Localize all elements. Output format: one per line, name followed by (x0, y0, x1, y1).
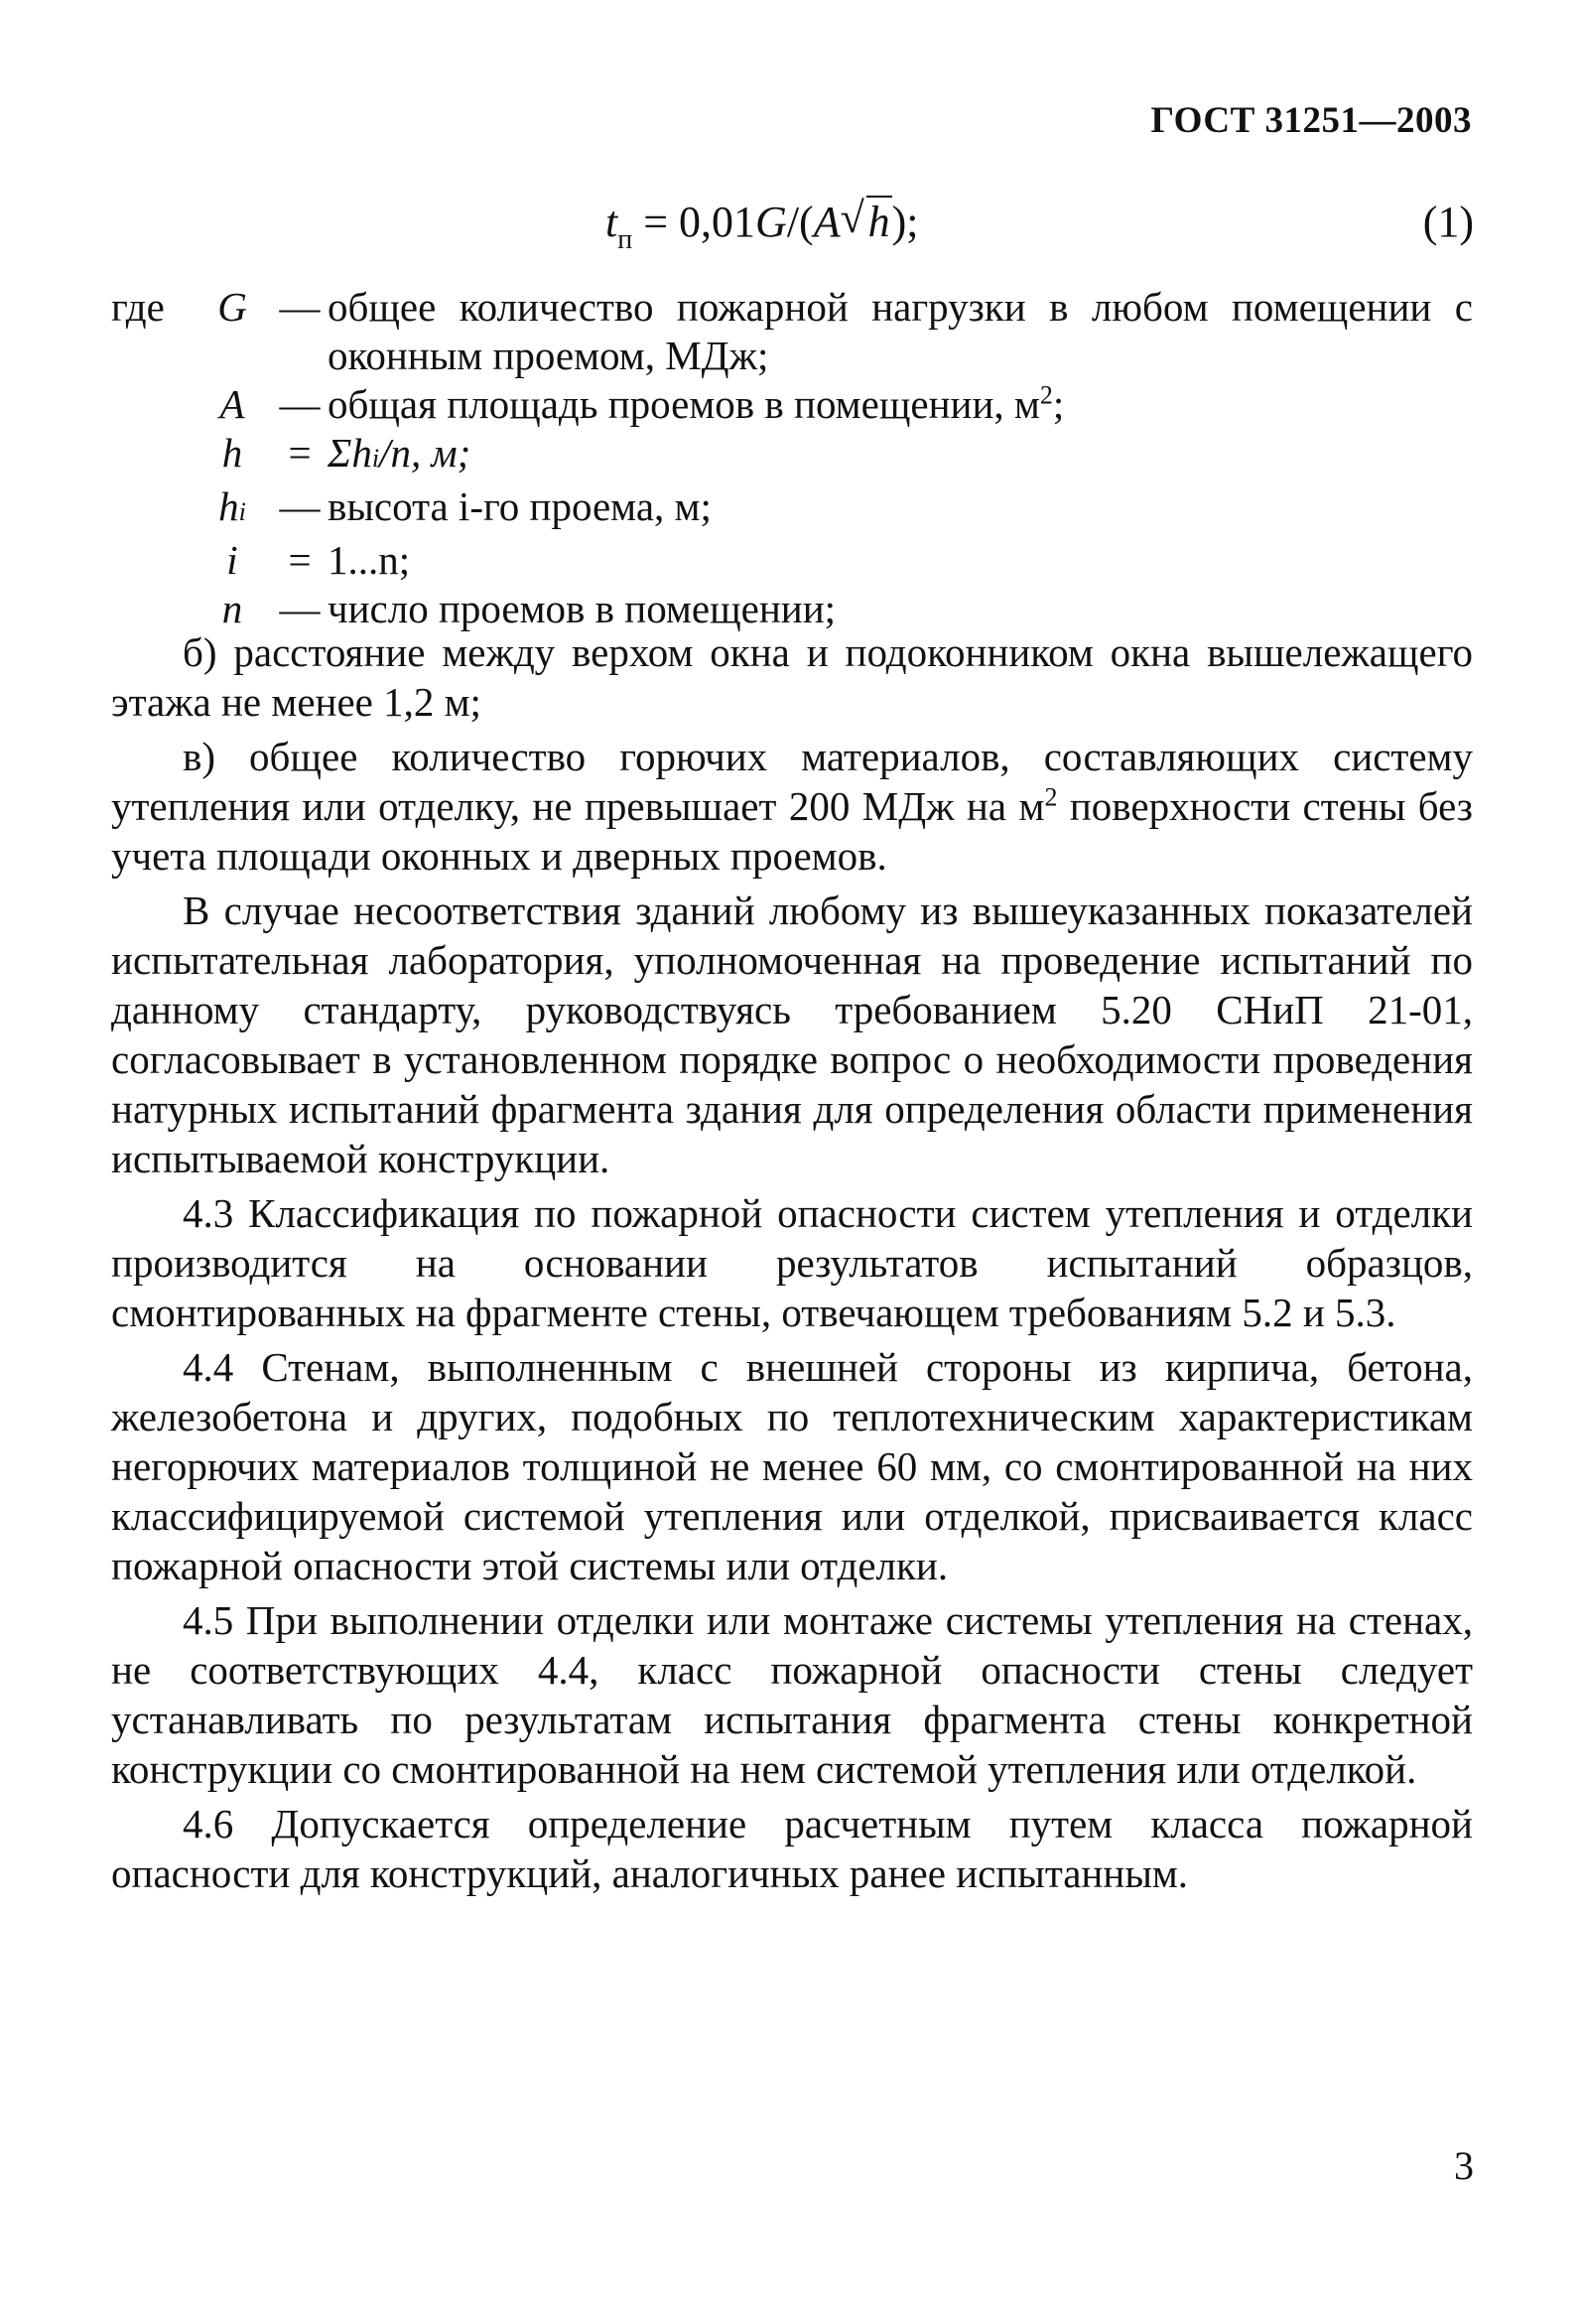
paragraph-noncompliance: В случае несоответствия зданий любому из вышеуказанных показателей испытательная лаборатория, уполномоченная на проведение испытаний по данному стандарту, руководствуясь требованием 5.20 СНиП 21-01, согласовывает в установленном порядке вопрос о необходимости проведения натурных испытаний фрагмента здания для определения области применения испытываемой конструкции. (111, 888, 1473, 1181)
legend-symbol: i (226, 537, 238, 583)
legend-symbol: G (217, 284, 247, 330)
paragraph-4-4: 4.4 Стенам, выполненным с внешней стороны из кирпича, бетона, железобетона и других, подобных по теплотехническим характеристикам негорючих материалов толщиной не менее 60 мм, со смонтированной на них классифицируемой системой утепления или отделкой, присваивается класс пожарной опасности этой системы или отделки. (111, 1344, 1473, 1588)
formula-sqrt-arg: h (867, 198, 890, 246)
sqrt-symbol: √ h (840, 194, 890, 246)
legend-row-i (111, 536, 1473, 585)
legend-description (328, 380, 1473, 429)
paragraph-v-superscript: 2 (1044, 782, 1058, 812)
document-code-header: ГОСТ 31251—2003 (1150, 100, 1472, 141)
paragraph-b: б) расстояние между верхом окна и подоконником окна вышележащего этажа не менее 1,2 м; (111, 629, 1473, 725)
legend-symbol: A (219, 381, 245, 427)
legend-text: общая площадь проемов в помещении, м (328, 381, 1040, 427)
formula-lhs: t (605, 198, 618, 246)
formula-expression (605, 194, 919, 255)
paragraph-4-3: 4.3 Классификация по пожарной опасности систем утепления и отделки производится на основании результатов испытаний образцов, смонтированных на фрагменте стены, отвечающем требованиям 5.2 и 5.3. (111, 1190, 1473, 1335)
legend-separator: — (279, 284, 321, 330)
legend-where: где (111, 284, 165, 330)
legend-separator: = (288, 537, 312, 583)
legend-symbol-subscript: i (238, 497, 246, 526)
legend-separator: — (279, 381, 321, 427)
formula-slash: /( (786, 198, 814, 246)
legend-separator: — (279, 483, 321, 529)
legend-row-a (111, 380, 1473, 429)
formula-number: (1) (1422, 198, 1474, 246)
legend-description: 1...n; (328, 537, 411, 583)
formula-1 (0, 194, 1581, 256)
legend-text: Σh (328, 430, 372, 476)
legend-row-h (111, 429, 1473, 482)
legend-symbol: n (221, 586, 243, 631)
formula-g: G (755, 198, 787, 246)
paragraph-v-text-b: поверхности стены без учета площади оконных и дверных проемов. (111, 783, 1473, 879)
formula-lhs-subscript: п (617, 224, 633, 255)
formula-equals: = 0,01 (632, 198, 756, 246)
formula-a: A (813, 198, 841, 246)
legend-superscript: 2 (1039, 380, 1053, 410)
document-body (111, 627, 1473, 1903)
legend-description: высота i-го проема, м; (328, 483, 712, 529)
legend-separator: = (288, 430, 312, 476)
legend-symbol-main: h (218, 483, 239, 529)
legend-row-n (111, 585, 1473, 633)
legend-symbol: h (221, 430, 243, 476)
formula-close: ); (891, 198, 919, 246)
legend-description: число проемов в помещении; (328, 586, 837, 631)
paragraph-4-6: 4.6 Допускается определение расчетным путем класса пожарной опасности для конструкций, аналогичных ранее испытанным. (111, 1801, 1473, 1896)
legend-description (328, 429, 1473, 482)
page-number: 3 (1454, 2143, 1474, 2188)
legend-tail: /n, м; (379, 430, 471, 476)
paragraph-v-text-a: в) общее количество горючих материалов, составляющих систему утепления или отделку, не превышает 200 МДж на м (111, 734, 1473, 829)
legend-symbol (193, 482, 272, 536)
formula-legend (111, 283, 1473, 633)
legend-row-g (111, 283, 1473, 380)
legend-subscript: i (371, 444, 380, 473)
legend-tail: ; (1052, 381, 1065, 427)
legend-description: общее количество пожарной нагрузки в любом помещении с оконным проемом, МДж; (328, 284, 1473, 378)
legend-row-hi (111, 482, 1473, 536)
paragraph-4-5: 4.5 При выполнении отделки или монтаже системы утепления на стенах, не соответствующих 4.4, класс пожарной опасности стены следует устанавливать по результатам испытания фрагмента стены конкретной конструкции со смонтированной на нем системой утепления или отделкой. (111, 1597, 1473, 1792)
legend-separator: — (279, 586, 321, 631)
paragraph-v (111, 732, 1473, 881)
